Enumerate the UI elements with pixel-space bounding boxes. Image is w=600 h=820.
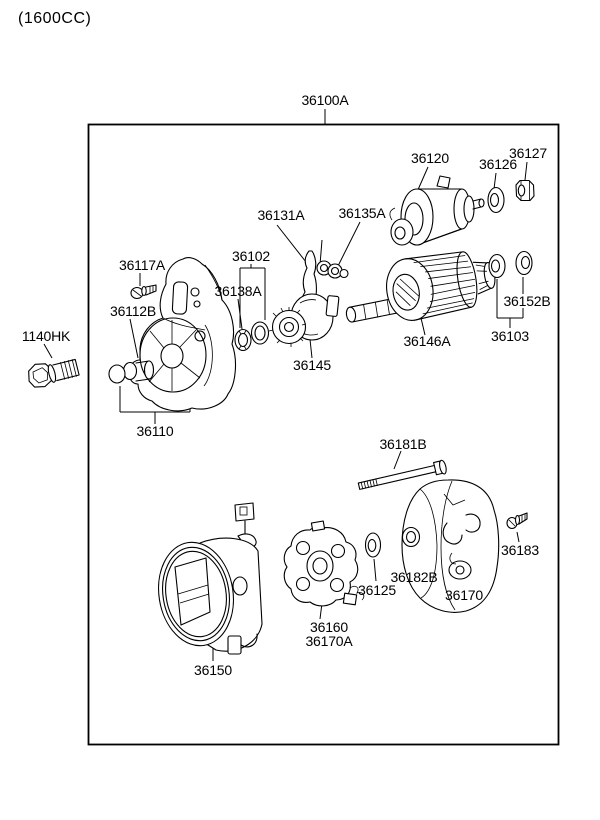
part-label-36135a: 36135A — [338, 205, 386, 221]
part-label-36170a: 36170A — [305, 633, 353, 649]
washers-36152b-drawing — [489, 252, 532, 278]
part-label-36102: 36102 — [232, 248, 270, 264]
screw-36183-drawing — [507, 513, 527, 529]
mounting-bolt-drawing — [26, 355, 80, 390]
solenoid-drawing — [390, 176, 484, 245]
part-label-36170: 36170 — [445, 587, 483, 603]
part-label-36112b: 36112B — [109, 303, 157, 319]
part-label-36145: 36145 — [293, 357, 331, 373]
part-label-36110: 36110 — [136, 423, 174, 439]
part-label-36146a: 36146A — [403, 333, 451, 349]
part-label-36117a: 36117A — [118, 257, 166, 273]
part-labels — [22, 92, 554, 678]
part-label-36183: 36183 — [501, 542, 539, 558]
part-label-36150: 36150 — [194, 662, 232, 678]
nut-36127-drawing — [516, 181, 534, 201]
screw-36117a-drawing — [131, 285, 156, 299]
armature-drawing — [339, 246, 499, 331]
part-label-36125: 36125 — [358, 582, 396, 598]
part-label-36160: 36160 — [310, 619, 348, 635]
brush-holder-drawing — [284, 521, 364, 606]
part-label-36127: 36127 — [509, 145, 547, 161]
drive-end-housing-drawing — [109, 258, 235, 411]
part-label-36126: 36126 — [479, 156, 517, 172]
part-label-1140hk: 1140HK — [21, 328, 71, 344]
part-label-36152b: 36152B — [503, 293, 551, 309]
yoke-housing-drawing — [151, 503, 262, 654]
washer-36126-drawing — [488, 188, 504, 213]
part-label-36138a: 36138A — [214, 283, 262, 299]
part-label-36181b: 36181B — [379, 436, 427, 452]
part-label-36120: 36120 — [411, 150, 449, 166]
engine-size-label: (1600CC) — [18, 10, 92, 27]
part-label-36103: 36103 — [491, 328, 529, 344]
clutch-pinion-drawing — [269, 294, 339, 347]
part-label-36100a: 36100A — [301, 92, 349, 108]
washer-36125-drawing — [366, 533, 381, 557]
part-label-36182b: 36182B — [390, 569, 438, 585]
part-label-36131a: 36131A — [257, 207, 305, 223]
